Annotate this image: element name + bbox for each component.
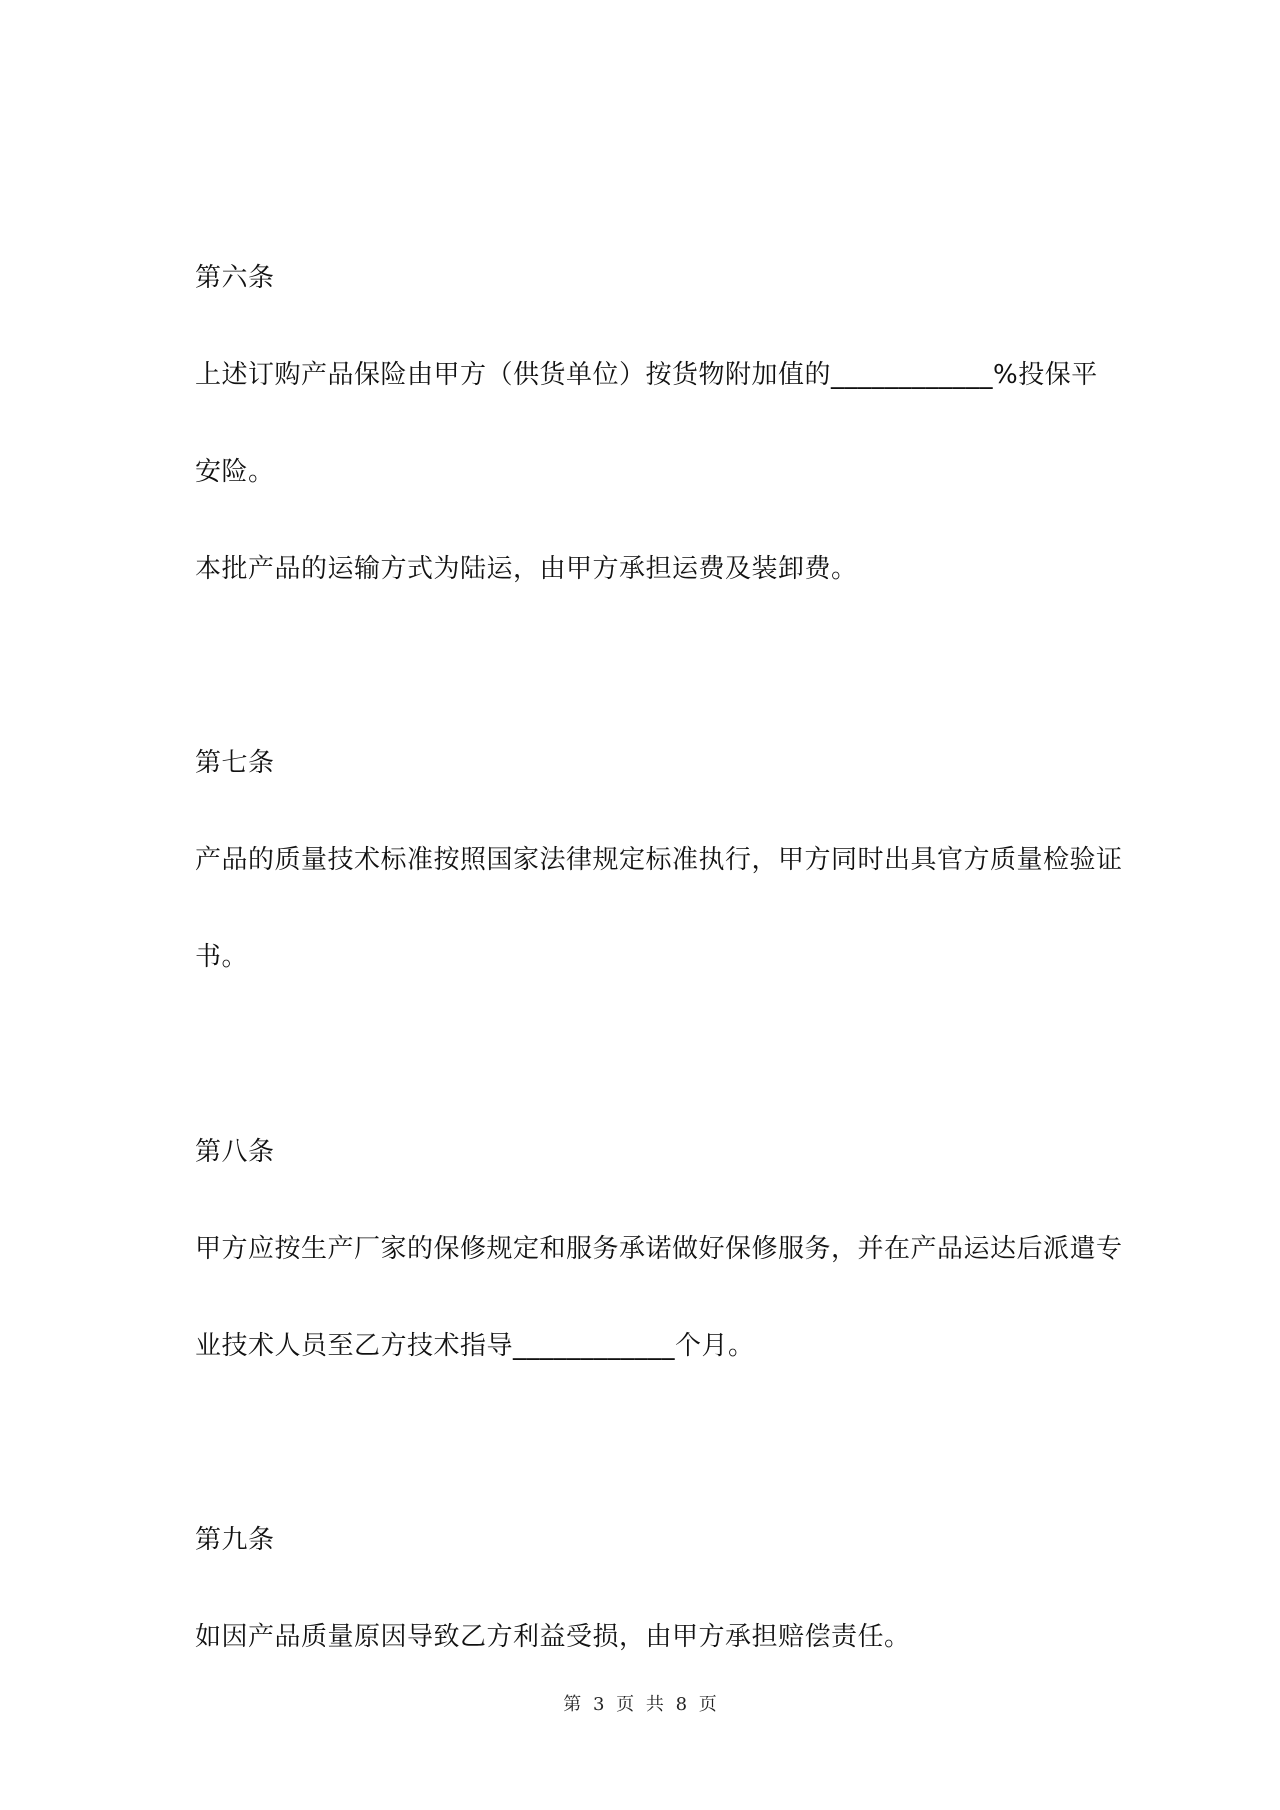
article-7-heading: 第七条 <box>195 748 275 778</box>
article-8-line-1: 甲方应按生产厂家的保修规定和服务承诺做好保修服务，并在产品运达后派遣专 <box>195 1234 1123 1264</box>
article-6-line-2: 安险。 <box>195 457 275 487</box>
article-8-line-2: 业技术人员至乙方技术指导____________个月。 <box>195 1331 755 1361</box>
article-9-heading: 第九条 <box>195 1525 275 1555</box>
article-6-line-1: 上述订购产品保险由甲方（供货单位）按货物附加值的____________%投保平 <box>195 360 1098 390</box>
page-number-footer: 第 3 页 共 8 页 <box>563 1694 717 1715</box>
article-9-line-1: 如因产品质量原因导致乙方利益受损，由甲方承担赔偿责任。 <box>195 1622 911 1652</box>
article-8-heading: 第八条 <box>195 1137 275 1167</box>
article-6-line-3: 本批产品的运输方式为陆运，由甲方承担运费及装卸费。 <box>195 554 858 584</box>
article-7-line-2: 书。 <box>195 942 249 972</box>
article-7-line-1: 产品的质量技术标准按照国家法律规定标准执行，甲方同时出具官方质量检验证 <box>195 845 1123 875</box>
article-6-heading: 第六条 <box>195 263 275 293</box>
